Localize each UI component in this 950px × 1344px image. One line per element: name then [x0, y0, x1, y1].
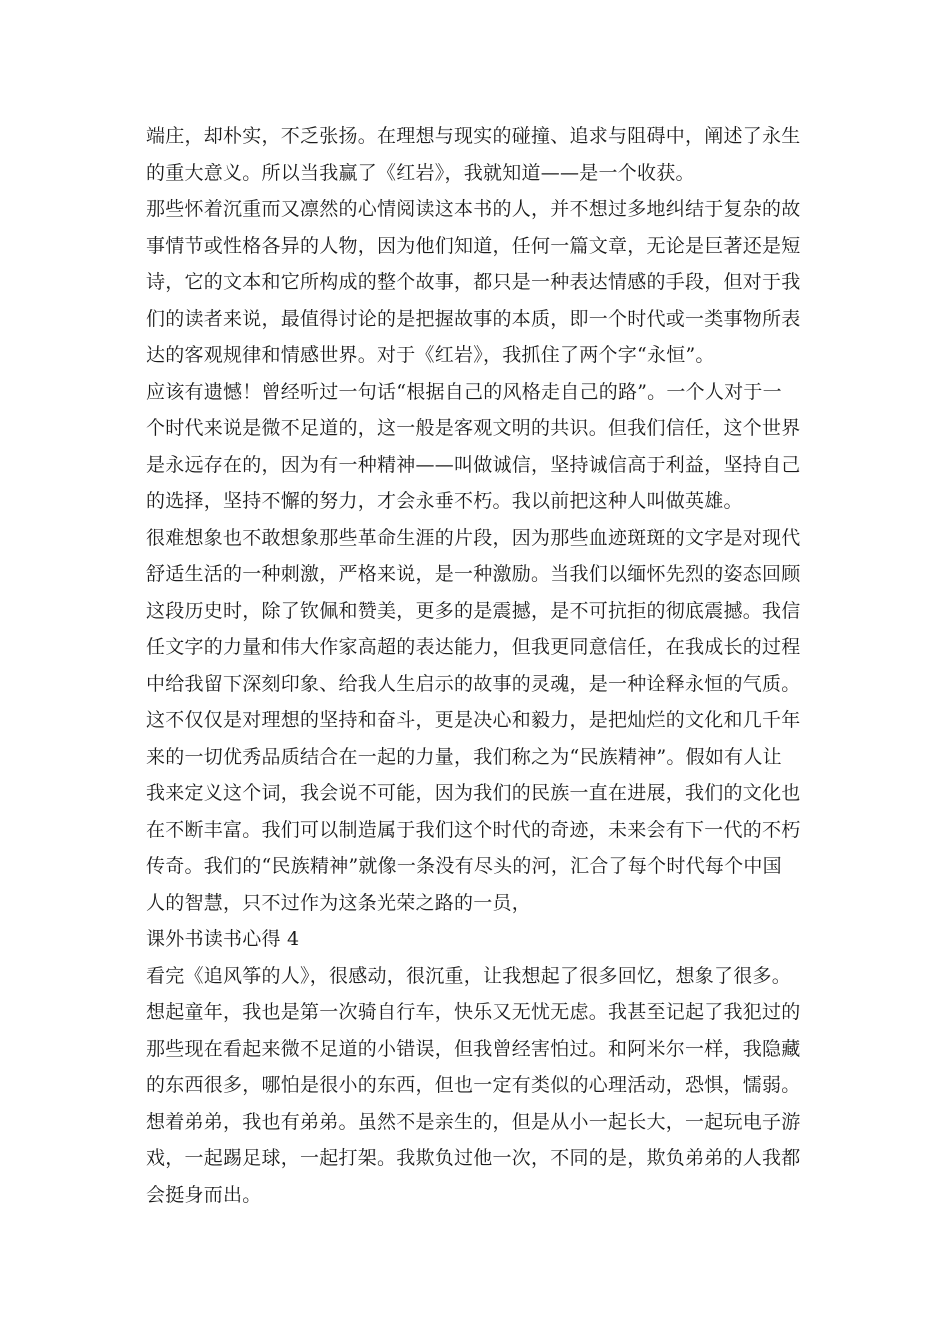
text-line: 应该有遗憾！曾经听过一句话“根据自己的风格走自己的路”。一个人对于一: [146, 380, 782, 403]
text-line: 的东西很多，哪怕是很小的东西，但也一定有类似的心理活动，恐惧，懦弱。: [146, 1074, 801, 1096]
text-line: 传奇。我们的“民族精神”就像一条没有尽头的河，汇合了每个时代每个中国: [146, 855, 782, 877]
paragraph: [146, 1104, 806, 1214]
document-body: [146, 118, 806, 1213]
text-line: 中给我留下深刻印象、给我人生启示的故事的灵魂，是一种诠释永恒的气质。: [146, 672, 801, 695]
text-line: 这段历史时，除了钦佩和赞美，更多的是震撼，是不可抗拒的彻底震撼。我信: [146, 599, 801, 622]
text-line: 任文字的力量和伟大作家高超的表达能力，但我更同意信任，在我成长的过程: [146, 636, 801, 658]
text-line: 舒适生活的一种刺激，严格来说，是一种激励。当我们以缅怀先烈的姿态回顾: [146, 563, 801, 585]
paragraph: [146, 374, 806, 520]
text-line: 是永远存在的，因为有一种精神——叫做诚信，坚持诚信高于利益，坚持自己: [146, 453, 801, 476]
text-line: 这不仅仅是对理想的坚持和奋斗，更是决心和毅力，是把灿烂的文化和几千年: [146, 709, 801, 731]
paragraph: [146, 702, 806, 921]
text-line: 个时代来说是微不足道的，这一般是客观文明的共识。但我们信任，这个世界: [146, 417, 801, 439]
text-line: 们的读者来说，最值得讨论的是把握故事的本质，即一个时代或一类事物所表: [146, 307, 801, 330]
text-line: 人的智慧，只不过作为这条光荣之路的一员，: [146, 891, 532, 914]
text-line: 在不断丰富。我们可以制造属于我们这个时代的奇迹，未来会有下一代的不朽: [146, 818, 801, 841]
text-line: 诗，它的文本和它所构成的整个故事，都只是一种表达情感的手段，但对于我: [146, 271, 801, 293]
text-line: 那些现在看起来微不足道的小错误，但我曾经害怕过。和阿米尔一样，我隐藏: [146, 1037, 801, 1060]
section-heading-text: 课外书读书心得 4: [146, 928, 300, 950]
text-line: 的选择，坚持不懈的努力，才会永垂不朽。我以前把这种人叫做英雄。: [146, 490, 743, 512]
text-line: 的重大意义。所以当我赢了《红岩》，我就知道——是一个收获。: [146, 161, 695, 184]
text-line: 很难想象也不敢想象那些革命生涯的片段，因为那些血迹斑斑的文字是对现代: [146, 526, 801, 549]
paragraph: [146, 191, 806, 374]
text-line: 达的客观规律和情感世界。对于《红岩》，我抓住了两个字“永恒”。: [146, 344, 715, 366]
paragraph: [146, 994, 806, 1104]
section-heading: [146, 921, 806, 958]
text-line: 事情节或性格各异的人物，因为他们知道，任何一篇文章，无论是巨著还是短: [146, 234, 801, 257]
text-line: 我来定义这个词，我会说不可能，因为我们的民族一直在进展，我们的文化也: [146, 782, 801, 804]
text-line: 戏，一起踢足球，一起打架。我欺负过他一次，不同的是，欺负弟弟的人我都: [146, 1147, 801, 1169]
text-line: 想着弟弟，我也有弟弟。虽然不是亲生的，但是从小一起长大，一起玩电子游: [146, 1110, 801, 1133]
text-line: 会挺身而出。: [146, 1183, 262, 1206]
paragraph: [146, 958, 806, 995]
paragraph: [146, 118, 806, 191]
text-line: 来的一切优秀品质结合在一起的力量，我们称之为“民族精神”。假如有人让: [146, 745, 782, 768]
text-line: 那些怀着沉重而又凛然的心情阅读这本书的人，并不想过多地纠结于复杂的故: [146, 198, 801, 220]
text-line: 端庄，却朴实，不乏张扬。在理想与现实的碰撞、追求与阻碍中，阐述了永生: [146, 125, 801, 147]
text-line: 想起童年，我也是第一次骑自行车，快乐又无忧无虑。我甚至记起了我犯过的: [146, 1001, 801, 1023]
paragraph: [146, 520, 806, 703]
text-line: 看完《追风筝的人》，很感动，很沉重，让我想起了很多回忆，想象了很多。: [146, 964, 792, 987]
